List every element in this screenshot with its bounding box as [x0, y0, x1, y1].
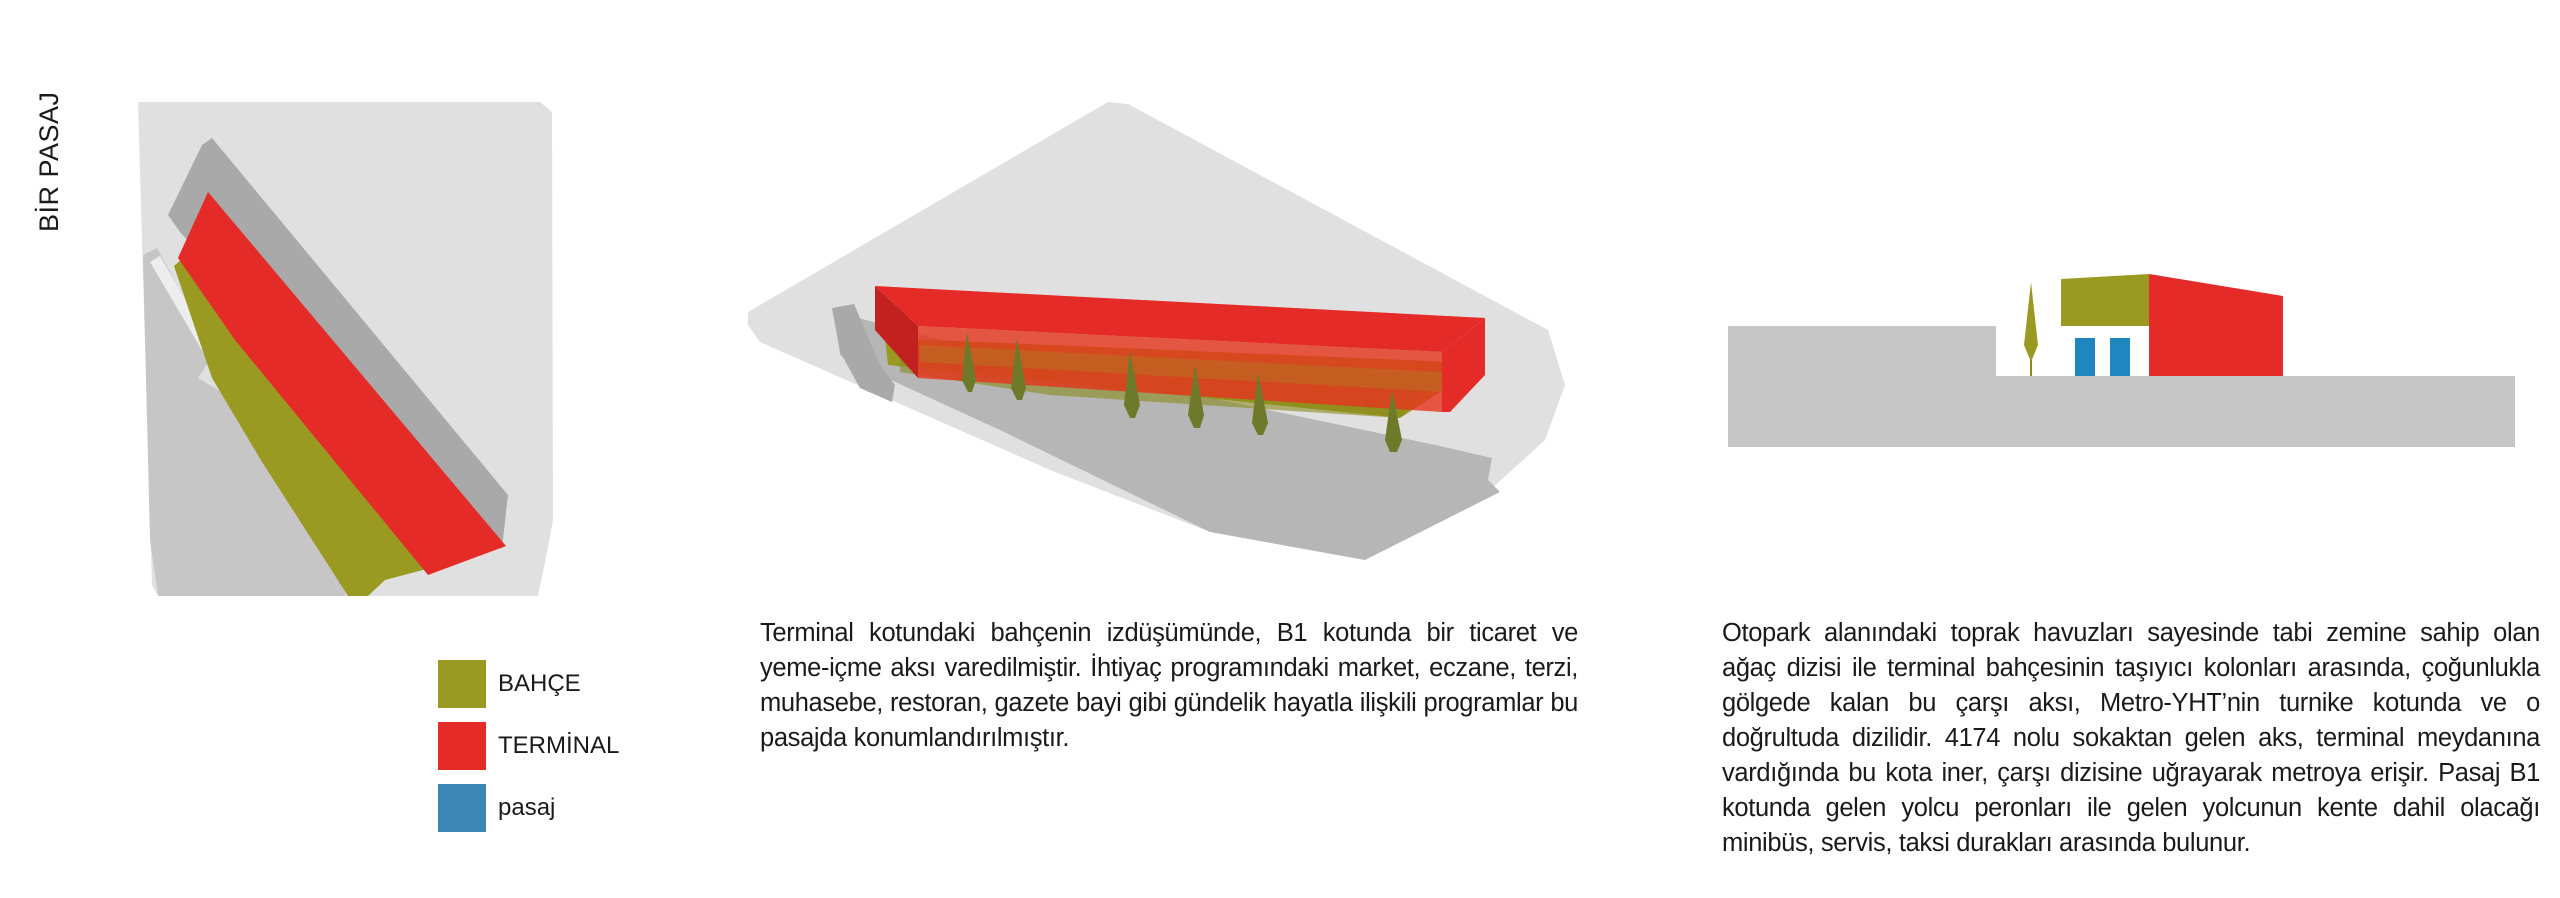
page-title: BİR PASAJ — [34, 91, 64, 232]
legend-item-bahce — [438, 660, 619, 708]
plan-diagram — [138, 102, 553, 596]
legend-label-terminal: TERMİNAL — [498, 732, 620, 759]
section-tree-trunk — [2030, 360, 2032, 376]
legend-swatch-pasaj — [438, 784, 486, 832]
section-diagram — [1728, 274, 2515, 447]
legend-item-pasaj — [438, 784, 619, 832]
legend-item-terminal — [438, 722, 619, 770]
legend-label-bahce: BAHÇE — [498, 670, 581, 697]
legend-label-pasaj: pasaj — [498, 794, 556, 821]
legend — [438, 660, 619, 846]
section-terminal-volume — [2149, 274, 2283, 376]
section-pasaj-window — [2075, 338, 2095, 376]
description-right: Otopark alanındaki toprak havuzları sayesinde tabi zemine sahip olan ağaç dizisi ile terminal bahçesinin taşıyıcı kolonları arasında, çoğunlukla gölgede kalan bu çarşı aksı, Metro-YHT’nin turnike kotunda ve o doğrultuda dizilidir. 4174 nolu sokaktan gelen aks, terminal meydanına vardığında bu kota iner, çarşı dizisine uğrayarak metroya erişir. Pasaj B1 kotunda gelen yolcu peronları ile gelen yolcunun kente dahil olacağı minibüs, servis, taksi durakları arasında bulunur. — [1722, 618, 2540, 857]
section-pasaj-window — [2110, 338, 2130, 376]
legend-swatch-terminal — [438, 722, 486, 770]
legend-swatch-bahce — [438, 660, 486, 708]
description-middle: Terminal kotundaki bahçenin izdüşümünde, B1 kotunda bir ticaret ve yeme-içme aksı varedilmiştir. İhtiyaç programındaki market, eczane, terzi, muhasebe, restoran, gazete bayi gibi gündelik hayatla ilişkili programlar bu pasajda konumlandırılmıştır. — [760, 618, 1578, 752]
section-bahce-volume — [2061, 274, 2149, 326]
section-tree — [2024, 282, 2038, 362]
axonometric-diagram — [748, 102, 1565, 560]
